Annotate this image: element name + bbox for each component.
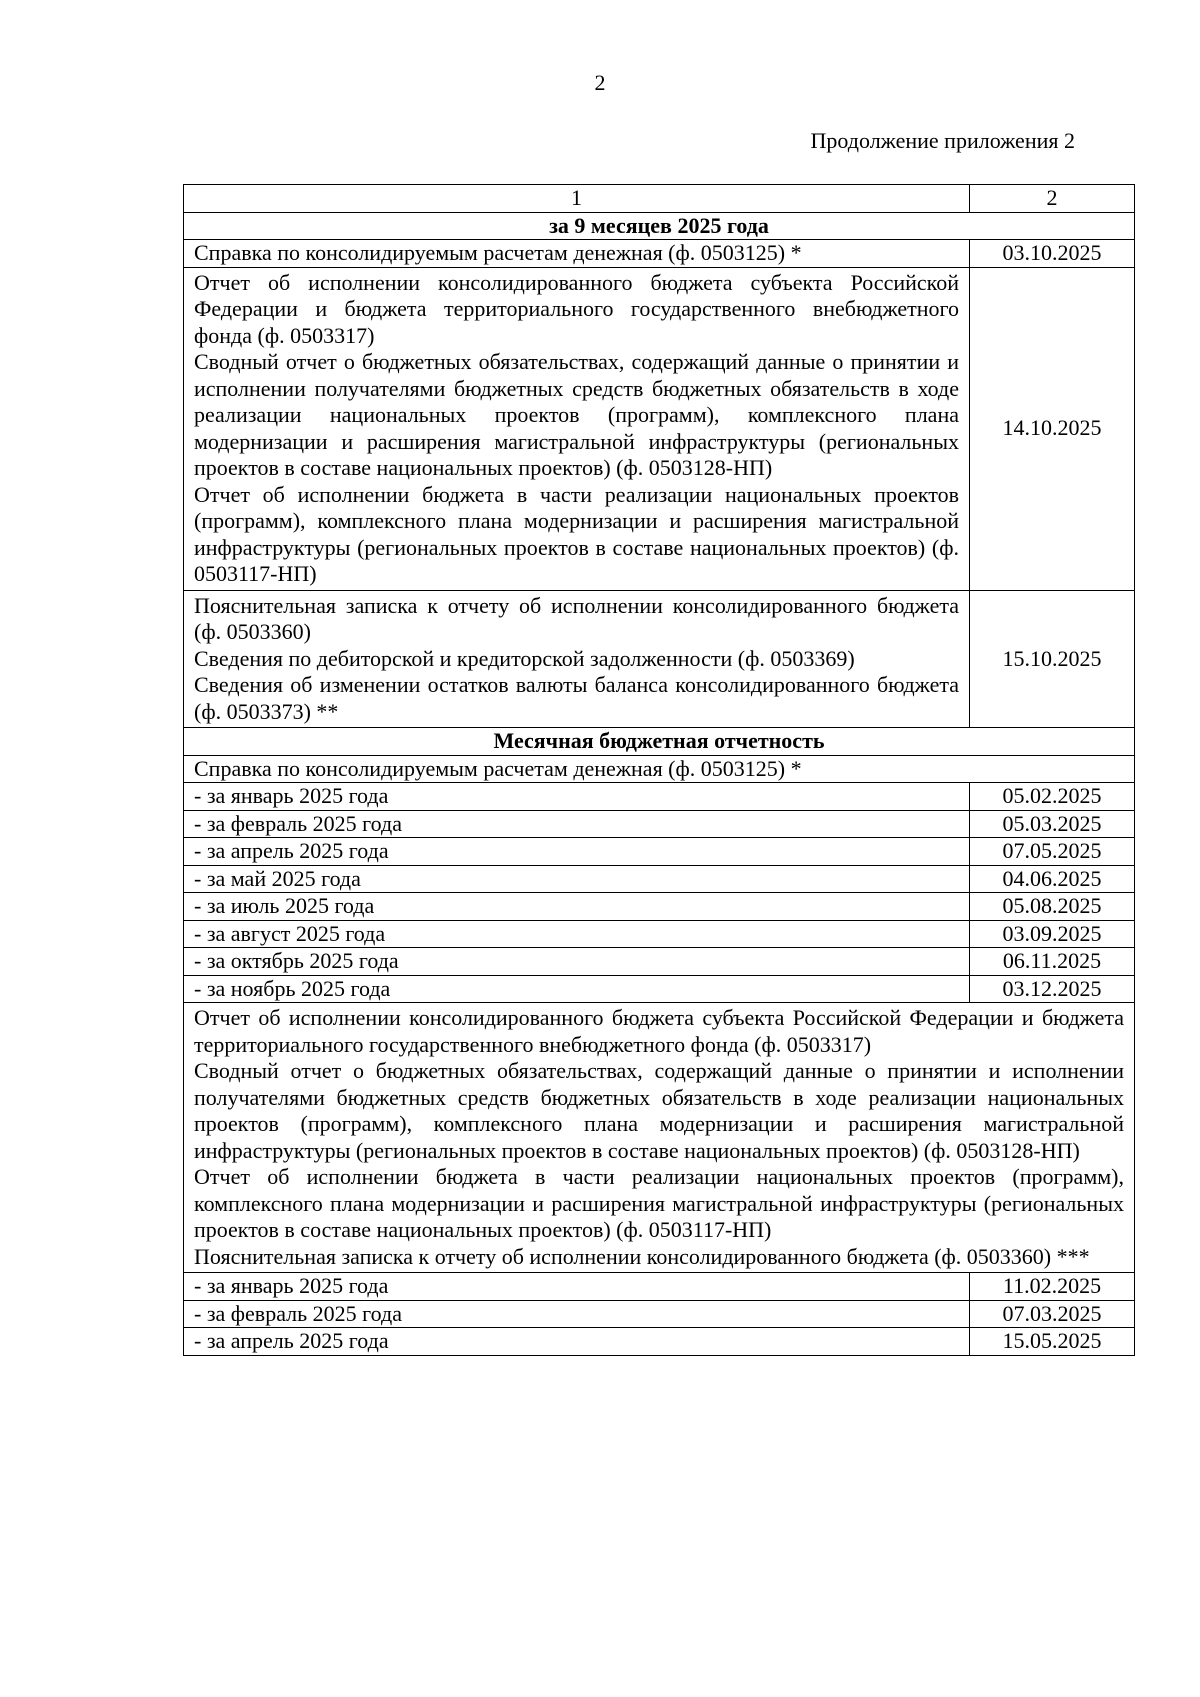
paragraph: Отчет об исполнении бюджета в части реализации национальных проектов (программ), комплексного плана модернизации и расширения магистральной инфраструктуры (региональных проектов в составе национальных проектов) (ф. 0503117-НП) <box>194 481 959 586</box>
row-date: 15.05.2025 <box>970 1328 1135 1356</box>
paragraph: Пояснительная записка к отчету об исполнении консолидированного бюджета (ф. 0503360) *** <box>194 1243 1090 1269</box>
paragraph: Сводный отчет о бюджетных обязательствах, содержащий данные о принятии и исполнении получателями бюджетных средств бюджетных обязательств в ходе реализации национальных проектов (программ), комплексного плана модернизации и расширения магистральной инфраструктуры (региональных проектов в составе национальных проектов) (ф. 0503128-НП) <box>194 349 959 480</box>
period-cell: - за январь 2025 года <box>184 1273 970 1301</box>
group-title: Справка по консолидируемым расчетам денежная (ф. 0503125) * <box>184 755 1135 783</box>
section-header-row <box>184 728 1135 756</box>
row-date: 14.10.2025 <box>970 267 1135 590</box>
section-header-row <box>184 212 1135 240</box>
period-cell: - за август 2025 года <box>184 920 970 948</box>
paragraph: Пояснительная записка к отчету об исполнении консолидированного бюджета (ф. 0503360) <box>194 592 959 644</box>
table-row <box>184 267 1135 590</box>
period-cell: - за май 2025 года <box>184 865 970 893</box>
table-row <box>184 1328 1135 1356</box>
table-row <box>184 948 1135 976</box>
paragraph: Сведения по дебиторской и кредиторской задолженности (ф. 0503369) <box>194 645 855 671</box>
row-text <box>184 590 970 728</box>
table-row <box>184 1300 1135 1328</box>
paragraph: Сводный отчет о бюджетных обязательствах, содержащий данные о принятии и исполнении получателями бюджетных средств бюджетных обязательств в ходе реализации национальных проектов (программ), комплексного плана модернизации и расширения магистральной инфраструктуры (региональных проектов в составе национальных проектов) (ф. 0503128-НП) <box>194 1058 1124 1163</box>
paragraph: Отчет об исполнении бюджета в части реализации национальных проектов (программ), комплексного плана модернизации и расширения магистральной инфраструктуры (региональных проектов в составе национальных проектов) (ф. 0503117-НП) <box>194 1164 1124 1242</box>
table-row <box>184 783 1135 811</box>
table-row <box>184 810 1135 838</box>
continuation-label: Продолжение приложения 2 <box>810 128 1075 153</box>
group-title-row <box>184 755 1135 783</box>
row-date: 03.09.2025 <box>970 920 1135 948</box>
period-cell: - за февраль 2025 года <box>184 810 970 838</box>
row-date: 03.12.2025 <box>970 975 1135 1003</box>
row-date: 06.11.2025 <box>970 948 1135 976</box>
row-date: 07.05.2025 <box>970 838 1135 866</box>
table-row <box>184 590 1135 728</box>
period-cell: - за октябрь 2025 года <box>184 948 970 976</box>
row-date: 15.10.2025 <box>970 590 1135 728</box>
period-cell: - за январь 2025 года <box>184 783 970 811</box>
table-row <box>184 838 1135 866</box>
table-row <box>184 893 1135 921</box>
table-row <box>184 920 1135 948</box>
period-cell: - за ноябрь 2025 года <box>184 975 970 1003</box>
paragraph: Отчет об исполнении консолидированного бюджета субъекта Российской Федерации и бюджета территориального государственного внебюджетного фонда (ф. 0503317) <box>194 1005 1124 1057</box>
row-date: 05.03.2025 <box>970 810 1135 838</box>
section-title-9-months: за 9 месяцев 2025 года <box>184 212 1135 240</box>
paragraph: Сведения об изменении остатков валюты баланса консолидированного бюджета (ф. 0503373) ** <box>194 672 959 724</box>
period-cell: - за апрель 2025 года <box>184 838 970 866</box>
row-date: 04.06.2025 <box>970 865 1135 893</box>
period-cell: - за февраль 2025 года <box>184 1300 970 1328</box>
column-header-1: 1 <box>184 185 970 213</box>
period-cell: - за июль 2025 года <box>184 893 970 921</box>
group-title-row <box>184 1003 1135 1273</box>
row-date: 05.08.2025 <box>970 893 1135 921</box>
table-row <box>184 865 1135 893</box>
row-text <box>184 267 970 590</box>
deadlines-table <box>183 184 1135 1356</box>
row-date: 07.03.2025 <box>970 1300 1135 1328</box>
paragraph: Отчет об исполнении консолидированного бюджета субъекта Российской Федерации и бюджета территориального государственного внебюджетного фонда (ф. 0503317) <box>194 269 959 348</box>
table-header-row <box>184 185 1135 213</box>
column-header-2: 2 <box>970 185 1135 213</box>
period-cell: - за апрель 2025 года <box>184 1328 970 1356</box>
table-row <box>184 240 1135 268</box>
row-date: 05.02.2025 <box>970 783 1135 811</box>
row-date: 11.02.2025 <box>970 1273 1135 1301</box>
section-title-monthly: Месячная бюджетная отчетность <box>184 728 1135 756</box>
page-number: 2 <box>594 70 606 95</box>
table-row <box>184 975 1135 1003</box>
group-description <box>184 1003 1135 1273</box>
table-row <box>184 1273 1135 1301</box>
row-date: 03.10.2025 <box>970 240 1135 268</box>
row-text: Справка по консолидируемым расчетам денежная (ф. 0503125) * <box>184 240 970 268</box>
